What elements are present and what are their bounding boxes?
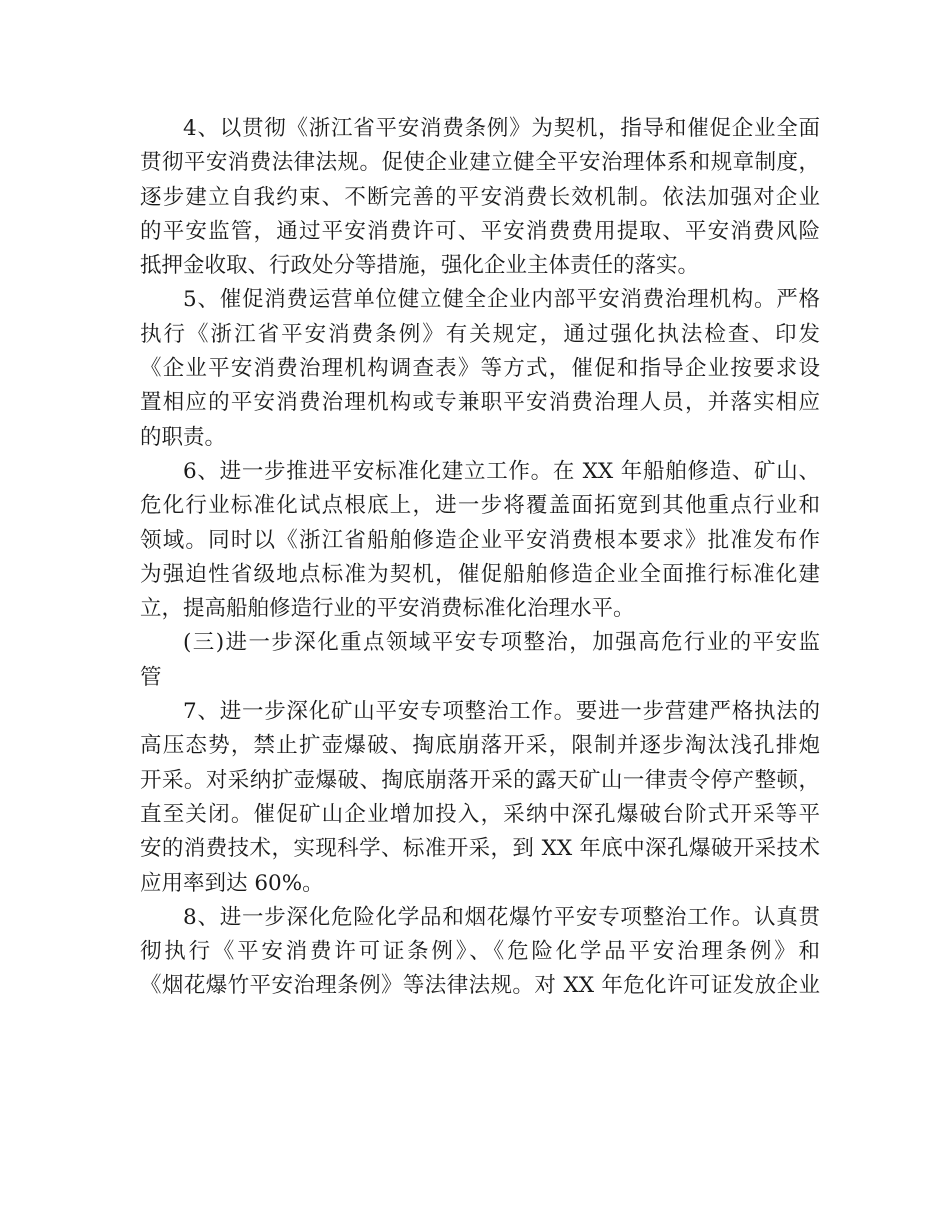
text-line: 的职责。	[140, 424, 227, 450]
text-line: 5、催促消费运营单位健立健全企业内部平安消费治理机构。严格	[183, 287, 820, 313]
text-line: 《烟花爆竹平安治理条例》等法律法规。对 XX 年危化许可证发放企业	[140, 973, 820, 999]
paragraph-5	[140, 283, 820, 454]
text-line: 贯彻平安消费法律法规。促使企业建立健全平安治理体系和规章制度，	[140, 150, 820, 176]
text-line: 的平安监管，通过平安消费许可、平安消费费用提取、平安消费风险	[140, 218, 820, 244]
heading-line: (三)进一步深化重点领域平安专项整治，加强高危行业的平安监	[183, 630, 820, 656]
document-body	[140, 112, 820, 1004]
paragraph-6	[140, 455, 820, 626]
text-line: 7、进一步深化矿山平安专项整治工作。要进一步营建严格执法的	[183, 699, 820, 725]
text-line: 领域。同时以《浙江省船舶修造企业平安消费根本要求》批准发布作	[140, 527, 820, 553]
text-line: 置相应的平安消费治理机构或专兼职平安消费治理人员，并落实相应	[140, 390, 820, 416]
text-line: 4、以贯彻《浙江省平安消费条例》为契机，指导和催促企业全面	[183, 116, 820, 141]
text-line: 抵押金收取、行政处分等措施，强化企业主体责任的落实。	[140, 253, 700, 279]
text-line: 8、进一步深化危险化学品和烟花爆竹平安专项整治工作。认真贯	[183, 904, 820, 930]
text-line: 彻执行《平安消费许可证条例》、《危险化学品平安治理条例》和	[140, 939, 820, 965]
text-line: 立，提高船舶修造行业的平安消费标准化治理水平。	[140, 596, 635, 622]
text-line: 6、进一步推进平安标准化建立工作。在 XX 年船舶修造、矿山、	[183, 458, 820, 484]
text-line: 高压态势，禁止扩壶爆破、掏底崩落开采，限制并逐步淘汰浅孔排炮	[140, 733, 820, 759]
text-line: 逐步建立自我约束、不断完善的平安消费长效机制。依法加强对企业	[140, 184, 820, 210]
text-line: 直至关闭。催促矿山企业增加投入，采纳中深孔爆破台阶式开采等平	[140, 801, 820, 827]
section-heading-3	[140, 626, 820, 695]
text-line: 为强迫性省级地点标准为契机，催促船舶修造企业全面推行标准化建	[140, 561, 820, 587]
paragraph-8	[140, 901, 820, 1004]
paragraph-4	[140, 112, 820, 283]
text-line: 应用率到达 60%。	[140, 870, 324, 896]
text-line: 《企业平安消费治理机构调查表》等方式，催促和指导企业按要求设	[140, 356, 820, 382]
text-line: 安的消费技术，实现科学、标准开采，到 XX 年底中深孔爆破开采技术	[140, 836, 820, 862]
text-line: 危化行业标准化试点根底上，进一步将覆盖面拓宽到其他重点行业和	[140, 493, 820, 519]
text-line: 执行《浙江省平安消费条例》有关规定，通过强化执法检查、印发	[140, 321, 820, 347]
heading-line: 管	[140, 664, 162, 690]
paragraph-7	[140, 695, 820, 901]
text-line: 开采。对采纳扩壶爆破、掏底崩落开采的露天矿山一律责令停产整顿，	[140, 767, 820, 793]
